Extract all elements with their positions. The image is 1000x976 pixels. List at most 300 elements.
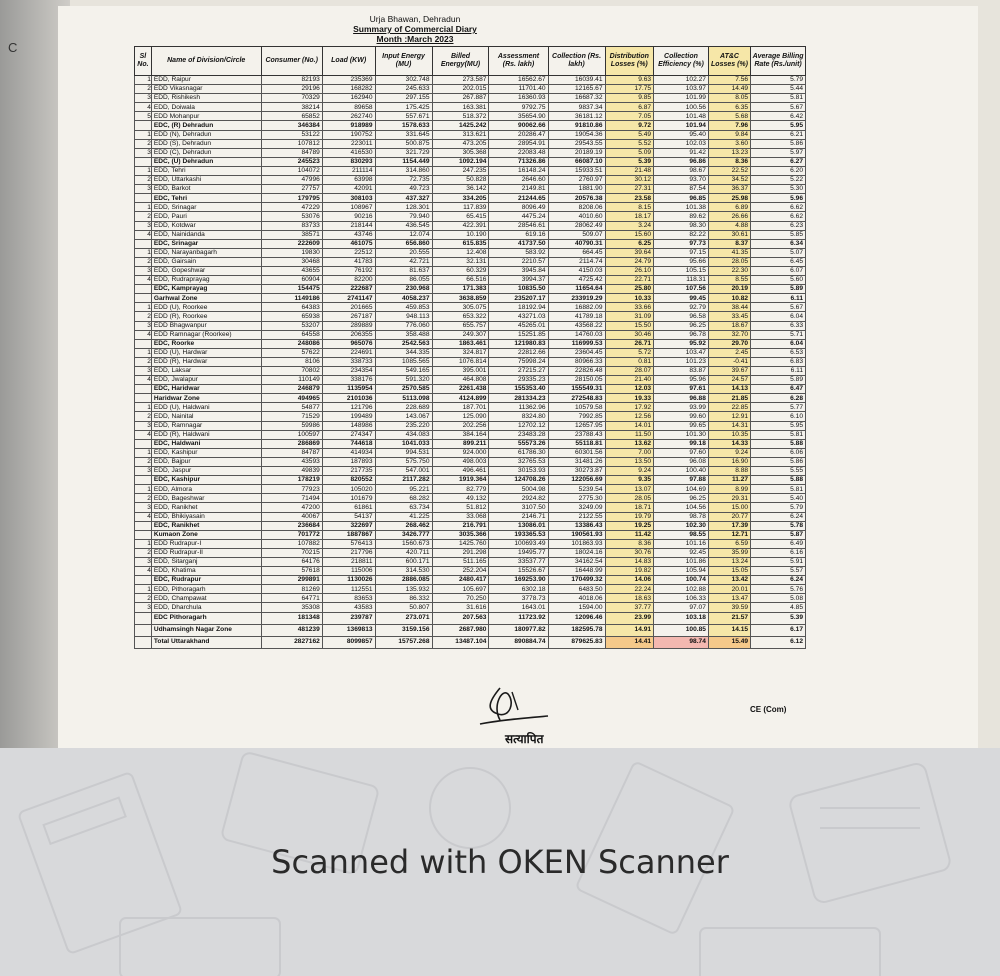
table-cell: 10.35 [708, 430, 750, 439]
table-cell: 66.516 [432, 276, 489, 285]
table-cell: 27757 [261, 185, 322, 194]
table-cell: 97.15 [654, 248, 709, 257]
table-cell: 87.54 [654, 185, 709, 194]
table-cell: 23.99 [605, 612, 654, 624]
table-row [135, 276, 806, 285]
table-cell: EDD Bhagwanpur [151, 321, 261, 330]
table-cell: 22512 [322, 248, 375, 257]
table-cell: 34.52 [708, 176, 750, 185]
table-cell: 11.42 [605, 530, 654, 539]
table-cell: 7.05 [605, 112, 654, 121]
column-header: AT&C Losses (%) [708, 47, 750, 76]
table-cell: 2646.60 [489, 176, 548, 185]
table-cell: 71529 [261, 412, 322, 421]
table-cell: 230.968 [375, 285, 432, 294]
table-cell: 1881.90 [548, 185, 605, 194]
table-cell: 41.35 [708, 248, 750, 257]
table-cell: 96.58 [654, 312, 709, 321]
table-cell: 35.99 [708, 548, 750, 557]
table-cell: 701772 [261, 530, 322, 539]
table-cell: 187.701 [432, 403, 489, 412]
column-header: Name of Division/Circle [151, 47, 261, 76]
table-cell: 899.211 [432, 439, 489, 448]
table-cell: 6.12 [751, 636, 806, 648]
table-cell: 96.86 [654, 157, 709, 166]
table-cell: 3.60 [708, 139, 750, 148]
table-cell: 93.70 [654, 176, 709, 185]
table-cell: 5.57 [751, 567, 806, 576]
table-cell: 234354 [322, 367, 375, 376]
table-cell: 106.33 [654, 594, 709, 603]
table-cell: 55118.81 [548, 439, 605, 448]
table-cell: 19830 [261, 248, 322, 257]
table-cell: 31481.26 [548, 457, 605, 466]
table-cell: 5.39 [605, 157, 654, 166]
table-cell: 656.860 [375, 239, 432, 248]
table-cell: 0.81 [605, 357, 654, 366]
table-cell: 20.01 [708, 585, 750, 594]
table-row [135, 176, 806, 185]
table-cell: 1085.565 [375, 357, 432, 366]
table-row [135, 121, 806, 130]
table-cell: 99.45 [654, 294, 709, 303]
table-cell: 20286.47 [489, 130, 548, 139]
table-cell: 1560.673 [375, 539, 432, 548]
table-cell: 5.76 [751, 585, 806, 594]
table-row [135, 624, 806, 636]
table-cell: 11654.64 [548, 285, 605, 294]
table-cell: 2 [135, 176, 152, 185]
table-cell: 273.587 [432, 76, 489, 85]
table-cell: Garhwal Zone [151, 294, 261, 303]
table-cell: 228.689 [375, 403, 432, 412]
table-cell: 207.563 [432, 612, 489, 624]
table-cell: 653.322 [432, 312, 489, 321]
table-cell: 3107.50 [489, 503, 548, 512]
table-cell: 97.61 [654, 385, 709, 394]
table-cell: 4010.60 [548, 212, 605, 221]
table-cell: 16562.67 [489, 76, 548, 85]
table-cell: 29.31 [708, 494, 750, 503]
table-cell: 24.57 [708, 376, 750, 385]
table-row [135, 421, 806, 430]
table-cell: 14.91 [605, 624, 654, 636]
table-cell: 15933.51 [548, 166, 605, 175]
table-cell: Haridwar Zone [151, 394, 261, 403]
table-cell: 98.30 [654, 221, 709, 230]
table-cell: 22.30 [708, 266, 750, 275]
table-cell: 125.090 [432, 412, 489, 421]
table-cell: 20.555 [375, 248, 432, 257]
table-cell: 70802 [261, 367, 322, 376]
table-cell: 3426.777 [375, 530, 432, 539]
table-cell: 8099857 [322, 636, 375, 648]
table-cell: 233919.29 [548, 294, 605, 303]
table-cell: 108967 [322, 203, 375, 212]
table-cell: 181348 [261, 612, 322, 624]
table-cell: 23483.28 [489, 430, 548, 439]
table-row [135, 430, 806, 439]
table-cell: 81269 [261, 585, 322, 594]
table-cell: 21.48 [605, 166, 654, 175]
table-cell: 299891 [261, 576, 322, 585]
table-cell: 98.67 [654, 166, 709, 175]
table-cell: 8208.06 [548, 203, 605, 212]
table-cell: 2.45 [708, 348, 750, 357]
column-header: Billed Energy(MU) [432, 47, 489, 76]
table-cell: 39.67 [708, 367, 750, 376]
table-cell: 101.86 [654, 557, 709, 566]
table-cell: EDC, Haridwar [151, 385, 261, 394]
table-cell: 268.462 [375, 521, 432, 530]
table-cell: 21.57 [708, 612, 750, 624]
table-cell: 2117.282 [375, 476, 432, 485]
table-cell: 170499.32 [548, 576, 605, 585]
table-cell: 10835.50 [489, 285, 548, 294]
table-cell: 6.33 [751, 321, 806, 330]
scanner-watermark-text: Scanned with OKEN Scanner [271, 843, 729, 881]
table-cell: 5.68 [708, 112, 750, 121]
table-cell: 8.36 [708, 157, 750, 166]
table-cell: 33.068 [432, 512, 489, 521]
table-cell: 5.44 [751, 85, 806, 94]
table-cell: 71494 [261, 494, 322, 503]
table-cell: 776.060 [375, 321, 432, 330]
table-cell: 101.30 [654, 430, 709, 439]
table-cell: 1 [135, 485, 152, 494]
table-cell: 18.63 [605, 594, 654, 603]
table-cell: EDC, Ranikhet [151, 521, 261, 530]
table-cell: 13.24 [708, 557, 750, 566]
table-cell: 103.18 [654, 612, 709, 624]
table-row [135, 603, 806, 612]
table-cell: 4725.42 [548, 276, 605, 285]
table-cell: 879625.83 [548, 636, 605, 648]
table-cell: 217735 [322, 467, 375, 476]
table-cell: EDD (U), Roorkee [151, 303, 261, 312]
table-cell: 5.52 [605, 139, 654, 148]
column-header: Consumer (No.) [261, 47, 322, 76]
table-cell: 575.750 [375, 457, 432, 466]
table-cell: 5.91 [751, 557, 806, 566]
table-row [135, 230, 806, 239]
table-row [135, 585, 806, 594]
header-title: Summary of Commercial Diary [353, 24, 477, 34]
table-cell: 13.62 [605, 439, 654, 448]
table-cell: 6.28 [751, 394, 806, 403]
table-cell: 2261.438 [432, 385, 489, 394]
table-cell: 76192 [322, 266, 375, 275]
table-cell: 416530 [322, 148, 375, 157]
table-cell: EDD Vikasnagar [151, 85, 261, 94]
table-cell: 3159.156 [375, 624, 432, 636]
table-cell: Kumaon Zone [151, 530, 261, 539]
table-cell: 395.001 [432, 367, 489, 376]
table-cell: EDD, Rishikesh [151, 94, 261, 103]
table-cell: 2480.417 [432, 576, 489, 585]
table-cell: EDD, Gairsain [151, 257, 261, 266]
table-cell: 15.05 [708, 567, 750, 576]
table-cell: 71326.86 [489, 157, 548, 166]
table-cell: 2146.71 [489, 512, 548, 521]
table-cell: 100.74 [654, 576, 709, 585]
table-cell: 2 [135, 312, 152, 321]
table-cell: 2101036 [322, 394, 375, 403]
table-cell: 43271.03 [489, 312, 548, 321]
table-cell: 830293 [322, 157, 375, 166]
table-cell: 2775.30 [548, 494, 605, 503]
table-cell: 9.24 [708, 448, 750, 457]
table-cell: 1594.00 [548, 603, 605, 612]
table-cell: 13386.43 [548, 521, 605, 530]
table-cell: 547.001 [375, 467, 432, 476]
table-cell: 3778.73 [489, 594, 548, 603]
table-cell: 96.85 [654, 194, 709, 203]
table-cell: 1578.633 [375, 121, 432, 130]
table-cell: 518.372 [432, 112, 489, 121]
table-cell: 6.34 [751, 239, 806, 248]
table-header-row [135, 47, 806, 76]
table-cell: 39.64 [605, 248, 654, 257]
table-cell: 96.88 [654, 394, 709, 403]
table-cell: 98.74 [654, 636, 709, 648]
table-cell: 23604.45 [548, 348, 605, 357]
table-row [135, 76, 806, 85]
table-cell: 965076 [322, 339, 375, 348]
table-cell: EDD, Laksar [151, 367, 261, 376]
table-cell: EDD, Pauri [151, 212, 261, 221]
table-cell: 414934 [322, 448, 375, 457]
table-cell [135, 285, 152, 294]
table-cell: 252.204 [432, 567, 489, 576]
table-cell: 3.24 [605, 221, 654, 230]
table-cell: 45265.01 [489, 321, 548, 330]
table-cell: 15.50 [605, 321, 654, 330]
table-cell: 84789 [261, 148, 322, 157]
table-cell: 6.06 [751, 448, 806, 457]
table-cell: 459.853 [375, 303, 432, 312]
table-cell: 101.48 [654, 112, 709, 121]
table-cell: 115006 [322, 567, 375, 576]
table-cell: 274347 [322, 430, 375, 439]
verification-stamp-text: सत्यापित [505, 732, 544, 746]
table-cell: 420.711 [375, 548, 432, 557]
table-cell: 105.697 [432, 585, 489, 594]
table-cell: 101.16 [654, 539, 709, 548]
table-cell: 168282 [322, 85, 375, 94]
table-cell: 98.55 [654, 530, 709, 539]
table-cell: 102.30 [654, 521, 709, 530]
table-cell: 2210.57 [489, 257, 548, 266]
table-cell: 21.85 [708, 394, 750, 403]
table-cell: 262740 [322, 112, 375, 121]
table-cell: 25.98 [708, 194, 750, 203]
table-row [135, 594, 806, 603]
table-row [135, 357, 806, 366]
table-cell: 1 [135, 448, 152, 457]
table-cell: 464.808 [432, 376, 489, 385]
table-cell: 8.88 [708, 467, 750, 476]
table-cell: 6.04 [751, 312, 806, 321]
table-cell: 22812.66 [489, 348, 548, 357]
table-cell: 122056.69 [548, 476, 605, 485]
table-cell: 473.205 [432, 139, 489, 148]
table-cell: 11723.92 [489, 612, 548, 624]
table-cell: 19495.77 [489, 548, 548, 557]
table-cell: 81.637 [375, 266, 432, 275]
table-cell: 83733 [261, 221, 322, 230]
table-cell: 103.47 [654, 348, 709, 357]
table-row [135, 557, 806, 566]
table-cell: 89658 [322, 103, 375, 112]
table-cell: 8.36 [605, 539, 654, 548]
table-cell: 100597 [261, 430, 322, 439]
document-header [340, 14, 490, 44]
table-cell: 13.23 [708, 148, 750, 157]
table-cell: 70329 [261, 94, 322, 103]
table-cell: 3 [135, 503, 152, 512]
table-cell: 95.96 [654, 376, 709, 385]
table-cell: 615.835 [432, 239, 489, 248]
table-cell: 50.807 [375, 603, 432, 612]
table-cell: EDD, Sitarganj [151, 557, 261, 566]
table-cell: 334.205 [432, 194, 489, 203]
table-cell: -0.41 [708, 357, 750, 366]
table-cell: 15526.67 [489, 567, 548, 576]
table-cell: 41.225 [375, 512, 432, 521]
table-cell: 60904 [261, 276, 322, 285]
table-cell: 6.07 [751, 266, 806, 275]
table-cell: EDD, Nainidanda [151, 230, 261, 239]
table-cell: 576413 [322, 539, 375, 548]
table-cell: 5.97 [751, 148, 806, 157]
table-cell: 18.71 [605, 503, 654, 512]
table-row [135, 157, 806, 166]
table-cell: 3 [135, 603, 152, 612]
table-cell: 9792.75 [489, 103, 548, 112]
table-cell: 206355 [322, 330, 375, 339]
table-cell: 236684 [261, 521, 322, 530]
table-row [135, 576, 806, 585]
table-cell: 65852 [261, 112, 322, 121]
table-cell: 305.368 [432, 148, 489, 157]
table-cell: 16882.09 [548, 303, 605, 312]
table-cell: 10.190 [432, 230, 489, 239]
signature [470, 680, 550, 730]
table-cell: 8324.80 [489, 412, 548, 421]
table-cell: 7992.85 [548, 412, 605, 421]
table-row [135, 512, 806, 521]
table-cell: 16148.24 [489, 166, 548, 175]
table-cell: 12.91 [708, 412, 750, 421]
column-header: Collection (Rs. lakh) [548, 47, 605, 76]
table-row [135, 330, 806, 339]
table-cell: 18192.94 [489, 303, 548, 312]
table-cell: 1041.033 [375, 439, 432, 448]
table-row [135, 567, 806, 576]
table-cell: 994.531 [375, 448, 432, 457]
table-cell: 83.87 [654, 367, 709, 376]
table-cell: 34162.54 [548, 557, 605, 566]
table-cell: 22.71 [605, 276, 654, 285]
table-cell: 5.87 [751, 530, 806, 539]
table-cell: 344.335 [375, 348, 432, 357]
table-cell: 107812 [261, 139, 322, 148]
table-cell: 346384 [261, 121, 322, 130]
table-cell: 14.15 [708, 624, 750, 636]
table-cell: 2 [135, 412, 152, 421]
table-cell: 3035.366 [432, 530, 489, 539]
table-cell: 6.20 [751, 166, 806, 175]
table-cell: 14.31 [708, 421, 750, 430]
table-cell: 63998 [322, 176, 375, 185]
table-cell: 291.298 [432, 548, 489, 557]
table-cell: 1154.449 [375, 157, 432, 166]
table-row [135, 530, 806, 539]
table-cell: 60301.56 [548, 448, 605, 457]
table-cell: 4 [135, 430, 152, 439]
table-cell: EDD Rudrapur-II [151, 548, 261, 557]
table-cell: 3 [135, 367, 152, 376]
table-cell: 28.05 [605, 494, 654, 503]
header-month: Month :March 2023 [376, 34, 454, 44]
table-cell: 65.415 [432, 212, 489, 221]
table-cell: 2 [135, 594, 152, 603]
table-cell: 13.50 [605, 457, 654, 466]
table-cell: 1643.01 [489, 603, 548, 612]
table-cell: 12657.95 [548, 421, 605, 430]
table-cell: 25.80 [605, 285, 654, 294]
table-cell: EDD, Uttarkashi [151, 176, 261, 185]
table-cell: 245.633 [375, 85, 432, 94]
table-cell: 4124.899 [432, 394, 489, 403]
table-cell: 201665 [322, 303, 375, 312]
commercial-diary-table [134, 46, 806, 649]
table-row [135, 539, 806, 548]
table-cell: 6.83 [751, 357, 806, 366]
table-cell: 30153.93 [489, 467, 548, 476]
table-cell: 43568.22 [548, 321, 605, 330]
table-cell: 2 [135, 139, 152, 148]
column-header: Collection Efficiency (%) [654, 47, 709, 76]
table-cell: 5.77 [751, 403, 806, 412]
table-cell: 20.77 [708, 512, 750, 521]
table-cell: 187893 [322, 457, 375, 466]
table-cell: 61786.30 [489, 448, 548, 457]
table-cell: 217796 [322, 548, 375, 557]
table-cell: 322697 [322, 521, 375, 530]
table-cell: EDD (R), Haldwani [151, 430, 261, 439]
table-cell: 5.67 [751, 103, 806, 112]
table-cell: 23788.43 [548, 430, 605, 439]
table-cell: 3 [135, 148, 152, 157]
table-cell: 664.45 [548, 248, 605, 257]
table-cell: 29335.23 [489, 376, 548, 385]
table-cell: 4.85 [751, 603, 806, 612]
table-row [135, 494, 806, 503]
table-row [135, 439, 806, 448]
designation-label: CE (Com) [750, 705, 787, 714]
table-cell: 11362.96 [489, 403, 548, 412]
table-cell: 8106 [261, 357, 322, 366]
table-cell: 75998.24 [489, 357, 548, 366]
table-cell: 43746 [322, 230, 375, 239]
table-cell [135, 530, 152, 539]
table-cell: EDC, Haldwani [151, 439, 261, 448]
table-cell: 1076.814 [432, 357, 489, 366]
table-cell: 51.812 [432, 503, 489, 512]
table-cell: 5004.98 [489, 485, 548, 494]
